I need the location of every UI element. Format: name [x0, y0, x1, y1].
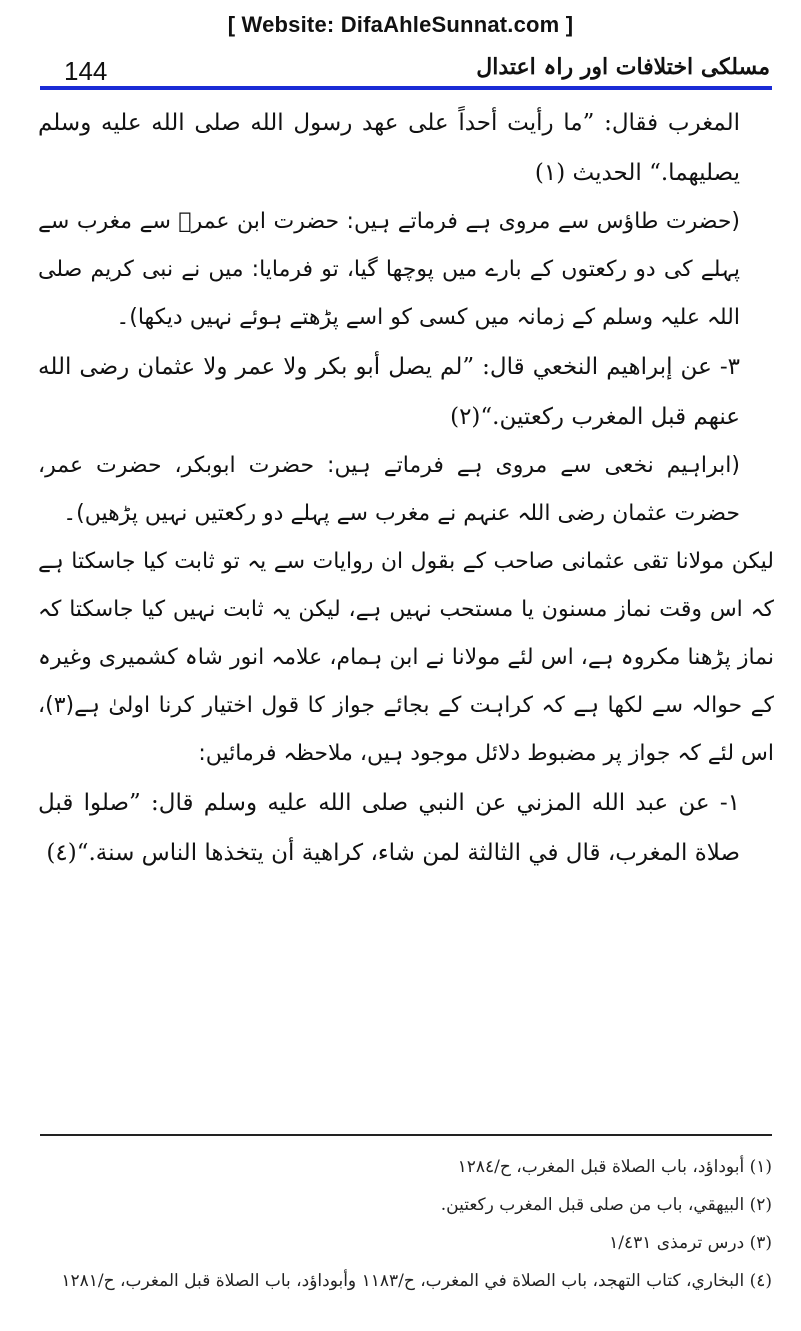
footnote-4: (٤) البخاري، كتاب التهجد، باب الصلاة في المغرب، ح/١١٨٣ وأبوداؤد، باب الصلاة قبل المغرب، ح/١٢٨١: [61, 1271, 772, 1291]
footnotes: [38, 1148, 772, 1300]
footnote-rule: [40, 1134, 772, 1136]
running-title: مسلکی اختلافات اور راہ اعتدال: [476, 54, 770, 80]
urdu-translation-tawus: (حضرت طاؤس سے مروی ہے فرماتے ہیں: حضرت ابن عمرؓ سے مغرب سے پہلے کی دو رکعتوں کے بارے میں پوچھا گیا، تو فرمایا: میں نے نبی کریم صلی اللہ علیہ وسلم کے زمانہ میں کسی کو اسے پڑھتے ہوئے نہیں دیکھا)۔: [38, 209, 740, 330]
header-rule: [40, 86, 772, 90]
footnote-3: (٣) درس ترمذی ١/٤٣١: [609, 1233, 772, 1253]
urdu-commentary-paragraph: لیکن مولانا تقی عثمانی صاحب کے بقول ان روایات سے یہ تو ثابت کیا جاسکتا ہے کہ اس وقت نماز مسنون یا مستحب نہیں ہے، لیکن یہ ثابت نہیں کیا جاسکتا کہ نماز پڑھنا مکروہ ہے، اس لئے مولانا نے ابن ہمام، علامہ انور شاہ کشمیری وغیرہ کے حوالہ سے لکھا ہے کہ کراہت کے بجائے جواز کا قول اختیار کرنا اولیٰ ہے(٣)، اس لئے کہ جواز پر مضبوط دلائل موجود ہیں، ملاحظہ فرمائیں:: [38, 549, 774, 766]
footnote-1: (١) أبوداؤد، باب الصلاة قبل المغرب، ح/١٢٨٤: [457, 1157, 772, 1177]
website-banner: [ Website: DifaAhleSunnat.com ]: [227, 12, 574, 37]
arabic-hadith-nakhai: ٣- عن إبراهيم النخعي قال: ”لم يصل أبو بكر ولا عمر ولا عثمان رضى الله عنهم قبل المغرب ركعتين.“(٢): [38, 354, 740, 430]
page-number: 144: [64, 56, 108, 86]
arabic-hadith-continuation: المغرب فقال: ”ما رأيت أحداً على عهد رسول الله صلى الله عليه وسلم يصليهما.“ الحديث (١): [38, 110, 740, 186]
arabic-hadith-muzani: ١- عن عبد الله المزني عن النبي صلى الله عليه وسلم قال: ”صلوا قبل صلاة المغرب، قال في الثالثة لمن شاء، كراهية أن يتخذها الناس سنة.“(٤): [38, 790, 740, 866]
footnote-2: (٢) البيهقي، باب من صلى قبل المغرب ركعتين.: [440, 1195, 772, 1215]
page-header: [40, 52, 770, 88]
urdu-translation-nakhai: (ابراہیم نخعی سے مروی ہے فرماتے ہیں: حضرت ابوبکر، حضرت عمر، حضرت عثمان رضی اللہ عنہم نے مغرب سے پہلے دو رکعتیں نہیں پڑھیں)۔: [38, 453, 740, 526]
main-text: [38, 98, 774, 878]
